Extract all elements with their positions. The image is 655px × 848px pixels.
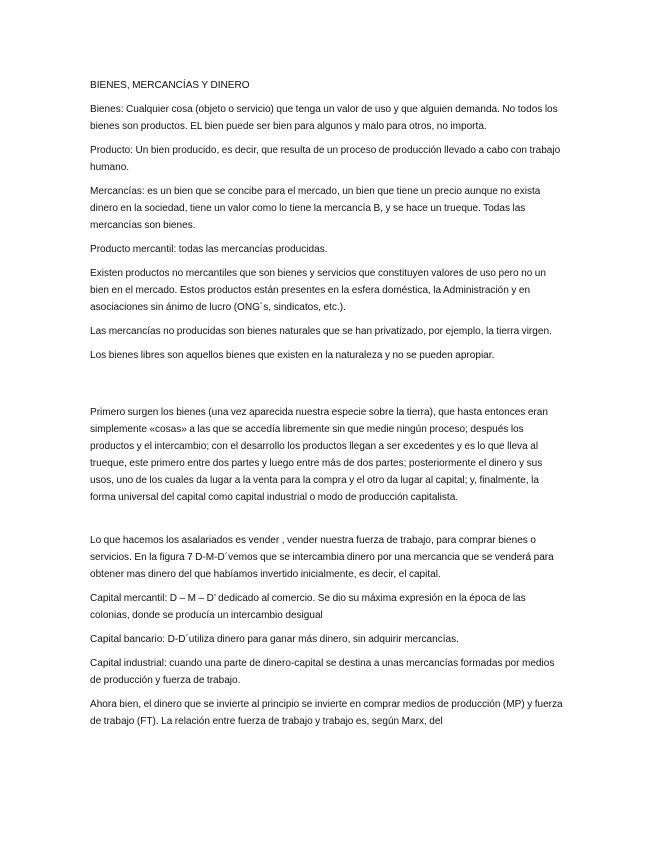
paragraph-capital-bancario: Capital bancario: D-D´utiliza dinero para ganar más dinero, sin adquirir mercancías.	[90, 634, 459, 645]
paragraph-bienes-libres: Los bienes libres son aquellos bienes que existen en la naturaleza y no se pueden apropiar.	[90, 350, 495, 361]
paragraph-productos-no-mercantiles: Existen productos no mercantiles que son bienes y servicios que constituyen valores de uso pero no un bien en el mercado. Estos productos están presentes en la esfera doméstica, la Administración y en asociaciones sin ánimo de lucro (ONG´s, sindicatos, etc.).	[90, 268, 546, 313]
paragraph-producto: Producto: Un bien producido, es decir, que resulta de un proceso de producción llevado a cabo con trabajo humano.	[90, 145, 561, 173]
paragraph-mercancias-no-producidas: Las mercancías no producidas son bienes naturales que se han privatizado, por ejemplo, la tierra virgen.	[90, 326, 552, 337]
spacer	[90, 371, 566, 404]
document-body	[90, 77, 566, 737]
document-title: BIENES, MERCANCÍAS Y DINERO	[90, 80, 250, 91]
paragraph-producto-mercantil: Producto mercantil: todas las mercancías producidas.	[90, 244, 328, 255]
spacer	[90, 513, 566, 532]
paragraph-bienes: Bienes: Cualquier cosa (objeto o servicio) que tenga un valor de uso y que alguien demanda. No todos los bienes son productos. EL bien puede ser bien para algunos y malo para otros, no importa.	[90, 104, 558, 132]
paragraph-asalariados: Lo que hacemos los asalariados es vender , vender nuestra fuerza de trabajo, para comprar bienes o servicios. En la figura 7 D-M-D´vemos que se intercambia dinero por una mercancia que se venderá para obtener mas dinero del que habíamos invertido inicialmente, es decir, el capital.	[90, 535, 554, 580]
paragraph-capital-industrial: Capital industrial: cuando una parte de dinero-capital se destina a unas mercancías formadas por medios de producción y fuerza de trabajo.	[90, 658, 555, 686]
paragraph-capital-mercantil: Capital mercantil: D – M – D’ dedicado al comercio. Se dio su máxima expresión en la época de las colonias, donde se producía un intercambio desigual	[90, 593, 526, 621]
paragraph-mercancias: Mercancías: es un bien que se concibe para el mercado, un bien que tiene un precio aunque no exista dinero en la sociedad, tiene un valor como lo tiene la mercancía B, y se hace un trueque. Todas las mercancías son bienes.	[90, 186, 541, 231]
paragraph-inversion: Ahora bien, el dinero que se invierte al principio se invierte en comprar medios de producción (MP) y fuerza de trabajo (FT). La relación entre fuerza de trabajo y trabajo es, según Marx, del	[90, 699, 563, 727]
paragraph-historia: Primero surgen los bienes (una vez aparecida nuestra especie sobre la tierra), que hasta entonces eran simplemente «cosas» a las que se accedía libremente sin que medie ningún proceso; después los productos y el intercambio; con el desarrollo los productos llegan a ser excedentes y es lo que lleva al trueque, este primero entre dos partes y luego entre más de dos partes; posteriormente el dinero y sus usos, uno de los cuales da lugar a la venta para la compra y el otro da lugar al capital; y, finalmente, la forma universal del capital como capital industrial o modo de producción capitalista.	[90, 407, 548, 503]
